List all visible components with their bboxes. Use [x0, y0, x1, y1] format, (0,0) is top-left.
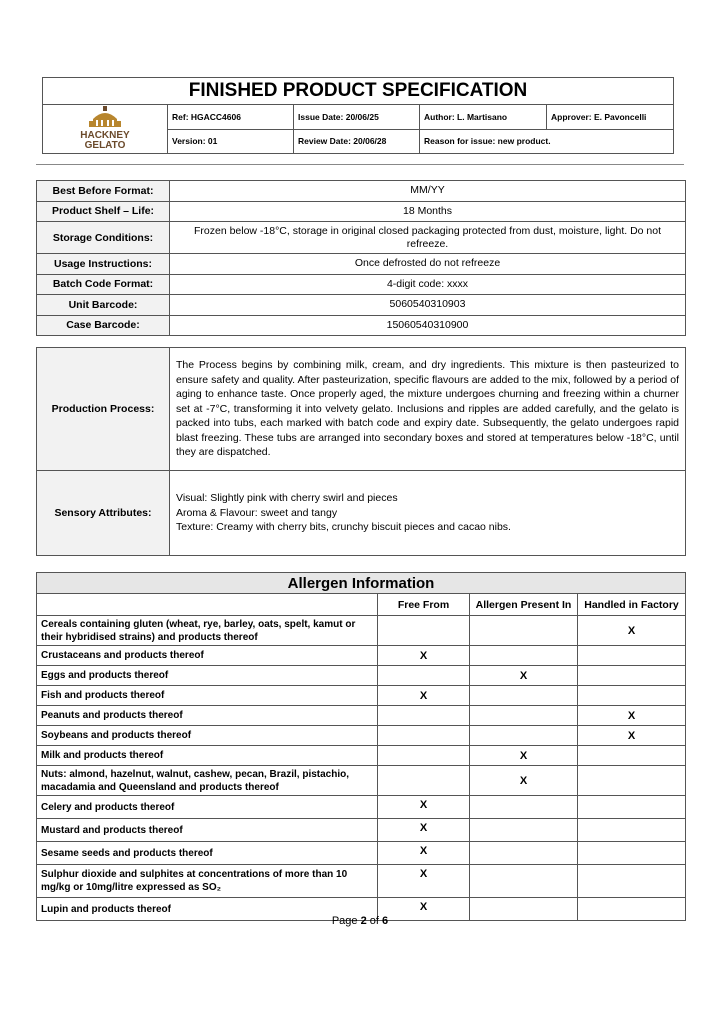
allergen-table	[36, 572, 686, 921]
spec-label: Unit Barcode:	[37, 295, 170, 316]
allergen-row	[37, 706, 686, 726]
free-from-mark: X	[378, 819, 470, 842]
present-in-mark	[470, 726, 578, 746]
allergen-name: Nuts: almond, hazelnut, walnut, cashew, pecan, Brazil, pistachio, macadamia and Queensland and products thereof	[37, 766, 378, 796]
present-in-mark	[470, 706, 578, 726]
sensory-label: Sensory Attributes:	[37, 471, 170, 556]
sensory-row	[37, 471, 686, 556]
free-from-mark	[378, 746, 470, 766]
allergen-name: Sulphur dioxide and sulphites at concentrations of more than 10 mg/kg or 10mg/litre expressed as SO₂	[37, 865, 378, 898]
present-in-mark	[470, 842, 578, 865]
spec-row	[37, 274, 686, 295]
free-from-mark: X	[378, 865, 470, 898]
spec-label: Best Before Format:	[37, 181, 170, 202]
handled-in-factory-mark	[578, 766, 686, 796]
present-in-mark: X	[470, 666, 578, 686]
handled-in-factory-mark: X	[578, 616, 686, 646]
handled-in-factory-mark: X	[578, 706, 686, 726]
spec-value: MM/YY	[170, 181, 686, 202]
allergen-row	[37, 616, 686, 646]
present-in-mark	[470, 865, 578, 898]
allergen-name: Peanuts and products thereof	[37, 706, 378, 726]
handled-in-factory-mark	[578, 686, 686, 706]
allergen-name: Crustaceans and products thereof	[37, 646, 378, 666]
allergen-row	[37, 746, 686, 766]
spec-value: 15060540310900	[170, 315, 686, 336]
spec-table	[36, 180, 686, 336]
free-from-mark: X	[378, 686, 470, 706]
free-from-mark	[378, 766, 470, 796]
approver-cell: Approver: E. Pavoncelli	[547, 105, 674, 130]
present-in-mark	[470, 796, 578, 819]
col-free-from: Free From	[378, 594, 470, 616]
reason-cell: Reason for issue: new product.	[420, 129, 674, 154]
logo-text-1: HACKNEY	[80, 130, 130, 141]
handled-in-factory-mark	[578, 796, 686, 819]
present-in-mark	[470, 616, 578, 646]
production-text: The Process begins by combining milk, cream, and dry ingredients. This mixture is then pasteurized to ensure safety and quality. After pasteurization, specific flavours are added to the mix, followed by a period of aging to enhance taste. Once properly aged, the mixture undergoes churning and freezing within a churner set at -7°C, transforming it into velvety gelato. Inclusions and ripples are added carefully, and the gelato is packed into tubs, each marked with batch code and expiry date. Subsequently, the gelato undergoes rapid blast freezing. These tubs are arranged into secondary boxes and stored at temperatures below -18°C, until they are dispatched.	[170, 348, 686, 471]
handled-in-factory-mark	[578, 819, 686, 842]
allergen-rows	[37, 616, 686, 921]
spec-label: Usage Instructions:	[37, 254, 170, 275]
allergen-name: Cereals containing gluten (wheat, rye, barley, oats, spelt, kamut or their hybridised strains) and products thereof	[37, 616, 378, 646]
company-logo	[43, 105, 168, 154]
free-from-mark	[378, 726, 470, 746]
allergen-row	[37, 686, 686, 706]
production-row	[37, 348, 686, 471]
allergen-name: Soybeans and products thereof	[37, 726, 378, 746]
author-cell: Author: L. Martisano	[420, 105, 547, 130]
allergen-name: Sesame seeds and products thereof	[37, 842, 378, 865]
spec-value: 18 Months	[170, 201, 686, 222]
allergen-name: Milk and products thereof	[37, 746, 378, 766]
allergen-name: Lupin and products thereof	[37, 898, 378, 921]
allergen-name-header	[37, 594, 378, 616]
handled-in-factory-mark: X	[578, 726, 686, 746]
sensory-text	[170, 471, 686, 556]
present-in-mark	[470, 686, 578, 706]
allergen-row	[37, 865, 686, 898]
spec-row	[37, 181, 686, 202]
production-label: Production Process:	[37, 348, 170, 471]
footer-of: of	[366, 915, 383, 927]
handled-in-factory-mark	[578, 865, 686, 898]
present-in-mark	[470, 819, 578, 842]
spec-row	[37, 222, 686, 254]
free-from-mark: X	[378, 842, 470, 865]
allergen-row	[37, 726, 686, 746]
spec-label: Product Shelf – Life:	[37, 201, 170, 222]
sensory-aroma: Aroma & Flavour: sweet and tangy	[176, 506, 338, 519]
col-handled-in-factory: Handled in Factory	[578, 594, 686, 616]
handled-in-factory-mark	[578, 666, 686, 686]
spec-value: 4-digit code: xxxx	[170, 274, 686, 295]
allergen-row	[37, 819, 686, 842]
allergen-row	[37, 766, 686, 796]
free-from-mark	[378, 666, 470, 686]
free-from-mark	[378, 616, 470, 646]
sensory-texture: Texture: Creamy with cherry bits, crunchy biscuit pieces and cacao nibs.	[176, 521, 511, 534]
present-in-mark	[470, 646, 578, 666]
spec-label: Storage Conditions:	[37, 222, 170, 254]
document-title: FINISHED PRODUCT SPECIFICATION	[43, 78, 674, 105]
sensory-visual: Visual: Slightly pink with cherry swirl and pieces	[176, 492, 398, 505]
allergen-name: Celery and products thereof	[37, 796, 378, 819]
issue-date-cell: Issue Date: 20/06/25	[294, 105, 420, 130]
allergen-name: Fish and products thereof	[37, 686, 378, 706]
free-from-mark: X	[378, 898, 470, 921]
ref-cell: Ref: HGACC4606	[168, 105, 294, 130]
allergen-name: Eggs and products thereof	[37, 666, 378, 686]
spec-label: Batch Code Format:	[37, 274, 170, 295]
allergen-row	[37, 646, 686, 666]
free-from-mark: X	[378, 646, 470, 666]
handled-in-factory-mark	[578, 646, 686, 666]
spec-row	[37, 315, 686, 336]
col-allergen-present: Allergen Present In	[470, 594, 578, 616]
footer-prefix: Page	[331, 915, 361, 927]
free-from-mark	[378, 706, 470, 726]
free-from-mark: X	[378, 796, 470, 819]
allergen-name: Mustard and products thereof	[37, 819, 378, 842]
header-table	[42, 77, 674, 154]
spec-row	[37, 201, 686, 222]
allergen-row	[37, 796, 686, 819]
version-cell: Version: 01	[168, 129, 294, 154]
spec-value: Once defrosted do not refreeze	[170, 254, 686, 275]
handled-in-factory-mark	[578, 842, 686, 865]
spec-row	[37, 295, 686, 316]
spec-value: 5060540310903	[170, 295, 686, 316]
present-in-mark: X	[470, 746, 578, 766]
spec-value: Frozen below -18°C, storage in original closed packaging protected from dust, moisture, light. Do not refreeze.	[170, 222, 686, 254]
process-table	[36, 347, 686, 556]
allergen-row	[37, 842, 686, 865]
gelato-logo-icon	[45, 105, 165, 151]
spec-row	[37, 254, 686, 275]
logo-text-2: GELATO	[84, 140, 126, 151]
present-in-mark: X	[470, 766, 578, 796]
allergen-title: Allergen Information	[37, 573, 686, 594]
review-date-cell: Review Date: 20/06/28	[294, 129, 420, 154]
page-number: 2	[360, 915, 367, 927]
spec-label: Case Barcode:	[37, 315, 170, 336]
header-divider	[36, 164, 684, 165]
allergen-row	[37, 666, 686, 686]
page-footer	[0, 915, 720, 927]
page-total: 6	[382, 915, 389, 927]
handled-in-factory-mark	[578, 746, 686, 766]
